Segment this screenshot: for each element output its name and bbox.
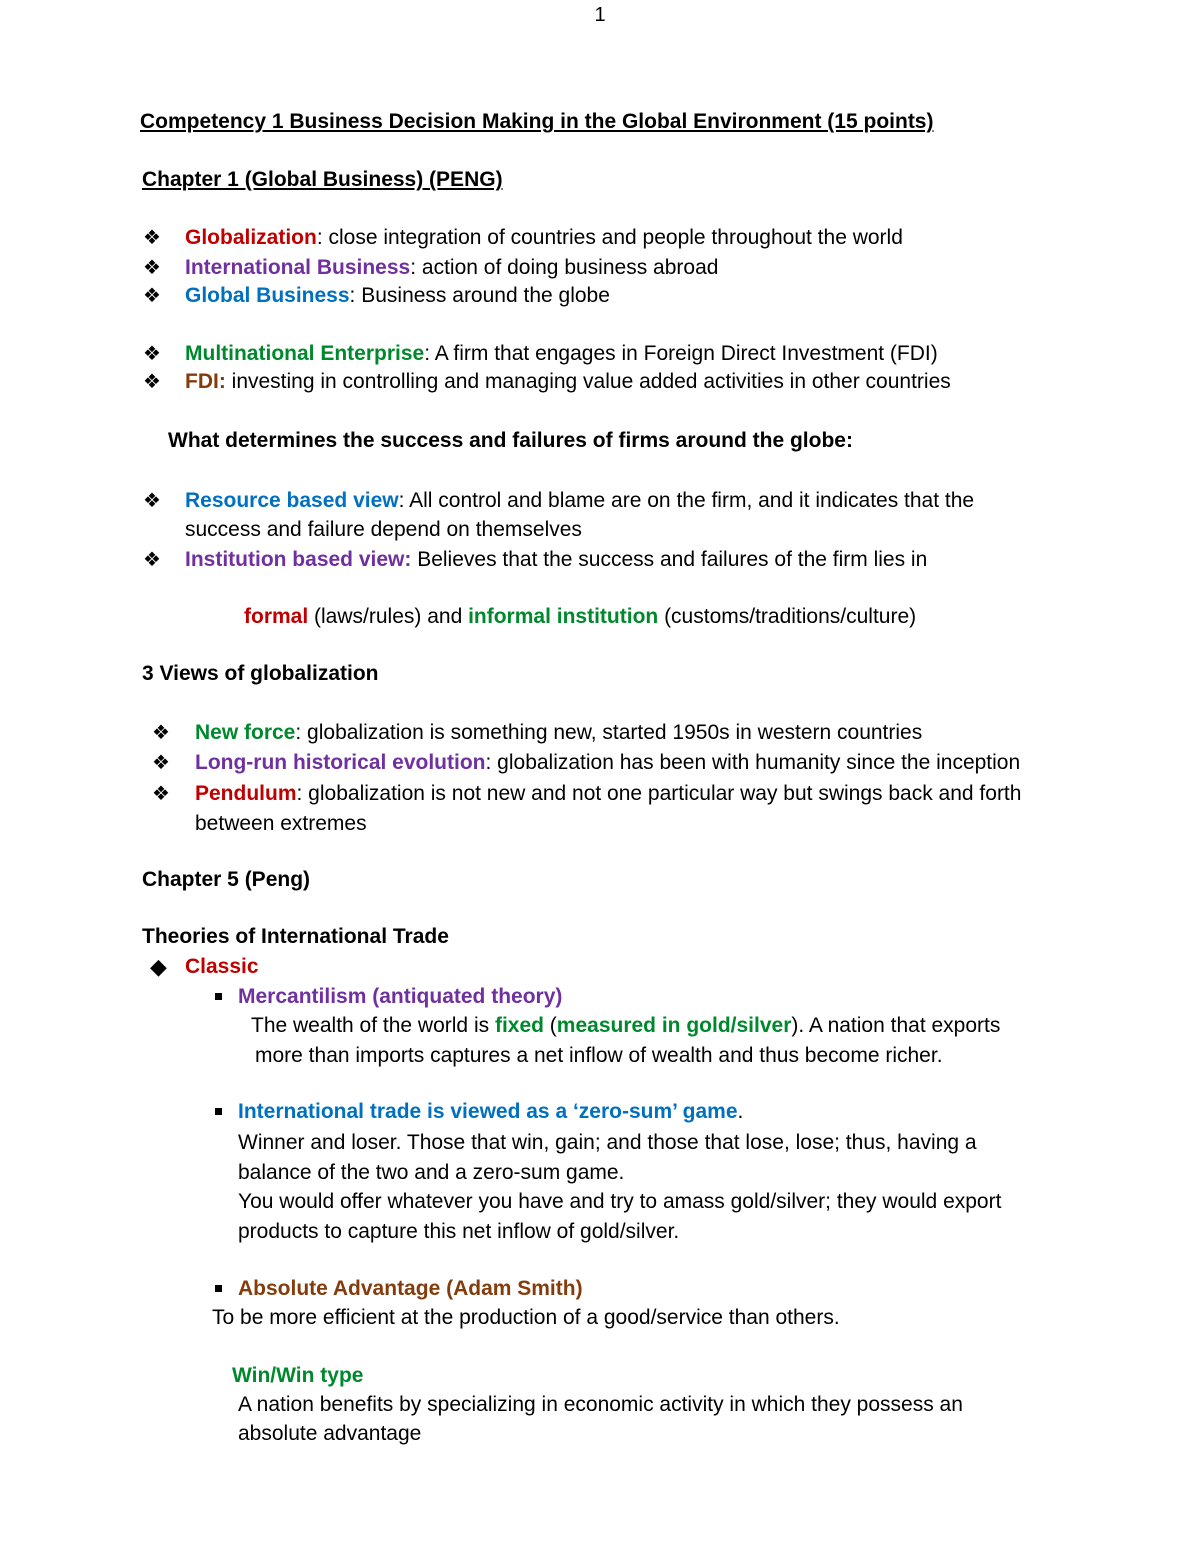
institutions-line [244, 602, 916, 632]
bullet-diamond-solid-icon: ◆ [150, 954, 167, 979]
chapter5-heading: Chapter 5 (Peng) [142, 868, 311, 891]
absolute-advantage-title: Absolute Advantage (Adam Smith) [238, 1277, 583, 1300]
view-text: : globalization is something new, started 1950s in western countries [295, 721, 923, 744]
win-win-line: absolute advantage [238, 1422, 422, 1445]
view-text: : globalization is not new and not one particular way but swings back and forth [296, 782, 1022, 805]
definition-fdi [185, 367, 951, 397]
bullet-diamond-icon: ❖ [143, 549, 161, 571]
term-long-run: Long-run historical evolution [195, 751, 486, 774]
term-global-business: Global Business [185, 284, 350, 307]
term-fixed: fixed [494, 1014, 544, 1037]
term-pendulum: Pendulum [195, 782, 297, 805]
win-win-line: A nation benefits by specializing in economic activity in which they possess an [238, 1393, 963, 1416]
win-win-title: Win/Win type [232, 1364, 364, 1387]
term-new-force: New force [195, 721, 296, 744]
definition-text: : A firm that engages in Foreign Direct Investment (FDI) [424, 342, 938, 365]
bullet-square-icon [215, 1285, 222, 1292]
zero-sum-line: Winner and loser. Those that win, gain; and those that lose, lose; thus, having a [238, 1131, 977, 1154]
bullet-diamond-icon: ❖ [152, 783, 170, 805]
definition-text: : Business around the globe [349, 284, 610, 307]
view-long-run [195, 748, 1020, 778]
zero-sum-title [238, 1097, 743, 1127]
absolute-advantage-text: To be more efficient at the production of a good/service than others. [212, 1306, 840, 1329]
document-title: Competency 1 Business Decision Making in the Global Environment (15 points) [140, 110, 934, 133]
definition-text: : close integration of countries and people throughout the world [316, 226, 903, 249]
term-multinational-enterprise: Multinational Enterprise [185, 342, 425, 365]
view-pendulum [195, 779, 1021, 809]
institution-based-view [185, 545, 927, 575]
mercantilism-line1 [251, 1011, 1000, 1041]
mercantilism-text: ( [543, 1014, 557, 1037]
term-zero-sum: International trade is viewed as a ‘zero-sum’ game [238, 1100, 738, 1123]
term-measured: measured in gold/silver [556, 1014, 792, 1037]
view-text: : globalization has been with humanity since the inception [485, 751, 1021, 774]
mercantilism-title: Mercantilism (antiquated theory) [238, 985, 563, 1008]
term-formal: formal [244, 605, 309, 628]
term-resource-based-view: Resource based view [185, 489, 399, 512]
informal-description: (customs/traditions/culture) [658, 605, 917, 628]
definition-text: investing in controlling and managing value added activities in other countries [225, 370, 951, 393]
bullet-diamond-icon: ❖ [143, 227, 161, 249]
bullet-diamond-icon: ❖ [152, 752, 170, 774]
view-text: : All control and blame are on the firm, and it indicates that the [398, 489, 975, 512]
bullet-diamond-icon: ❖ [143, 343, 161, 365]
trade-theories-heading: Theories of International Trade [142, 925, 449, 948]
view-new-force [195, 718, 922, 748]
chapter1-heading: Chapter 1 (Global Business) (PENG) [142, 168, 503, 191]
views-heading: 3 Views of globalization [142, 662, 379, 685]
bullet-diamond-icon: ❖ [143, 257, 161, 279]
definition-international-business [185, 253, 718, 283]
bullet-square-icon [215, 1108, 222, 1115]
mercantilism-line2: more than imports captures a net inflow of wealth and thus become richer. [255, 1044, 943, 1067]
zero-sum-line: products to capture this net inflow of gold/silver. [238, 1220, 680, 1243]
term-globalization: Globalization [185, 226, 317, 249]
definition-multinational-enterprise [185, 339, 938, 369]
term-fdi: FDI: [185, 370, 226, 393]
view-text: Believes that the success and failures of the firm lies in [411, 548, 928, 571]
zero-sum-period: . [737, 1100, 744, 1123]
bullet-diamond-icon: ❖ [143, 285, 161, 307]
zero-sum-line: You would offer whatever you have and try to amass gold/silver; they would export [238, 1190, 1002, 1213]
resource-based-view-continued: success and failure depend on themselves [185, 518, 582, 541]
definition-text: : action of doing business abroad [410, 256, 719, 279]
definition-global-business [185, 281, 610, 311]
term-international-business: International Business [185, 256, 411, 279]
zero-sum-line: balance of the two and a zero-sum game. [238, 1161, 625, 1184]
classic-heading: Classic [185, 955, 259, 978]
resource-based-view [185, 486, 974, 516]
term-informal-institution: informal institution [468, 605, 659, 628]
mercantilism-text: ). A nation that exports [791, 1014, 1001, 1037]
mercantilism-text: The wealth of the world is [251, 1014, 495, 1037]
success-question: What determines the success and failures of firms around the globe: [168, 429, 853, 452]
formal-description: (laws/rules) and [308, 605, 469, 628]
bullet-diamond-icon: ❖ [143, 371, 161, 393]
bullet-diamond-icon: ❖ [152, 722, 170, 744]
definition-globalization [185, 223, 903, 253]
page-number: 1 [594, 4, 606, 26]
term-institution-based-view: Institution based view: [185, 548, 412, 571]
view-pendulum-continued: between extremes [195, 812, 367, 835]
bullet-diamond-icon: ❖ [143, 490, 161, 512]
bullet-square-icon [215, 993, 222, 1000]
